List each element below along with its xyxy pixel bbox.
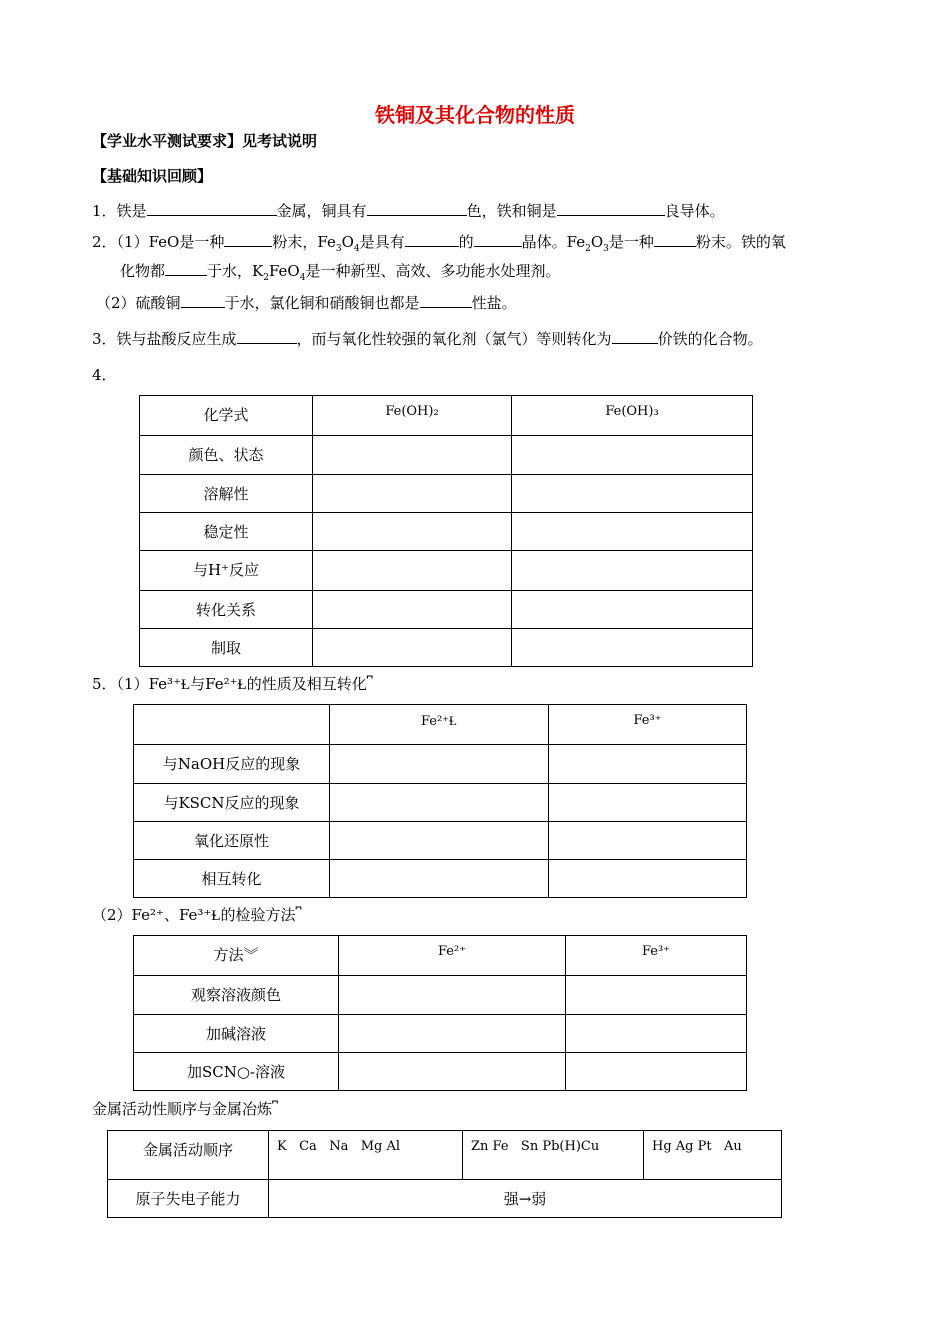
answer-cell[interactable] (330, 745, 549, 784)
page-title: 铁铜及其化合物的性质 (375, 103, 575, 127)
table-header (134, 705, 330, 745)
row-label: 与KSCN反应的现象 (134, 784, 330, 822)
answer-cell[interactable] (566, 1053, 747, 1091)
question-2-line-2 (120, 260, 560, 283)
table-row (134, 860, 747, 898)
answer-blank[interactable] (557, 201, 665, 216)
row-label: 加碱溶液 (134, 1015, 339, 1053)
q2-text-e: 粉末。铁的氧 (695, 233, 786, 251)
answer-cell[interactable] (313, 436, 512, 475)
q2-text-g5: 是一种新型、高效、多功能水处理剂。 (305, 262, 561, 280)
q1-text-c: 色，铁和铜是 (466, 202, 557, 220)
answer-cell[interactable] (339, 1053, 566, 1091)
activity-group: Hg Ag Pt Au (644, 1131, 782, 1180)
answer-cell[interactable] (313, 591, 512, 629)
table-fe-ions-properties (133, 704, 747, 898)
q2-text-a: 2．（1）FeO是一种 (92, 233, 225, 251)
answer-cell[interactable] (313, 513, 512, 551)
row-label: 颜色、状态 (140, 436, 313, 475)
row-label: 制取 (140, 629, 313, 667)
answer-blank[interactable] (654, 232, 696, 247)
answer-blank[interactable] (420, 293, 472, 308)
answer-blank[interactable] (181, 293, 225, 308)
question-6-label: 金属活动性顺序与金属冶炼⎴ (92, 1100, 279, 1118)
answer-cell[interactable] (566, 1015, 747, 1053)
answer-cell[interactable] (330, 822, 549, 860)
q2b-text-c: 性盐。 (471, 294, 517, 312)
row-label: 原子失电子能力 (108, 1180, 269, 1218)
q2-sub: 2 (585, 244, 591, 254)
table-header: Fe²⁺ (339, 936, 566, 976)
q1-text-d: 良导体。 (664, 202, 725, 220)
answer-cell[interactable] (512, 551, 753, 591)
q1-text-a: 1．铁是 (92, 202, 147, 220)
answer-cell[interactable] (313, 475, 512, 513)
q2-sub: 2 (263, 273, 269, 283)
row-label: 与NaOH反应的现象 (134, 745, 330, 784)
q2-text-g: 于水，K (207, 262, 264, 280)
table-row (140, 591, 753, 629)
answer-cell[interactable] (330, 860, 549, 898)
q2-text-g3: FeO (268, 262, 300, 280)
row-label: 与H⁺反应 (140, 551, 313, 591)
answer-cell[interactable] (339, 976, 566, 1015)
q2-sub: 4 (353, 244, 360, 254)
table-header: 方法︾ (134, 936, 339, 976)
q2-sub: 3 (335, 244, 342, 254)
answer-cell[interactable] (339, 1015, 566, 1053)
row-label: 氧化还原性 (134, 822, 330, 860)
question-4-label: 4． (92, 366, 117, 384)
answer-cell[interactable] (313, 551, 512, 591)
question-2-part-2 (96, 292, 517, 313)
q2-sub: 4 (299, 273, 306, 283)
q2-text-f: 化物都 (120, 262, 166, 280)
row-label: 转化关系 (140, 591, 313, 629)
answer-blank[interactable] (367, 201, 467, 216)
q3-text-b: ，而与氧化性较强的氧化剂（氯气）等则转化为 (296, 330, 612, 348)
table-row (140, 629, 753, 667)
question-3 (92, 328, 763, 349)
answer-cell[interactable] (549, 822, 747, 860)
answer-cell[interactable] (512, 591, 753, 629)
table-row (108, 1131, 782, 1180)
question-2-line-1 (92, 231, 786, 254)
answer-blank[interactable] (612, 329, 658, 344)
table-row (134, 705, 747, 745)
row-label: 溶解性 (140, 475, 313, 513)
q2-text-c: 的 (458, 233, 474, 251)
row-label: 观察溶液颜色 (134, 976, 339, 1015)
table-header: Fe³⁺ (566, 936, 747, 976)
q2-text-b: 粉末，Fe (272, 233, 336, 251)
row-label: 金属活动顺序 (108, 1131, 269, 1180)
answer-blank[interactable] (165, 261, 207, 276)
q2-text-b5: 是具有 (359, 233, 405, 251)
q2b-text-a: （2）硫酸铜 (96, 294, 181, 312)
answer-blank[interactable] (224, 232, 272, 247)
answer-blank[interactable] (237, 329, 297, 344)
answer-blank[interactable] (474, 232, 522, 247)
table-row (140, 436, 753, 475)
q2-text-d: 晶体。Fe (521, 233, 586, 251)
table-header: Fe(OH)₃ (512, 396, 753, 436)
answer-cell[interactable] (566, 976, 747, 1015)
electron-loss-trend: 强→弱 (269, 1180, 782, 1218)
activity-group: K Ca Na Mg Al (269, 1131, 463, 1180)
q3-text-c: 价铁的化合物。 (657, 330, 763, 348)
q2-text-b3: O (341, 233, 354, 251)
table-row (134, 976, 747, 1015)
activity-group: Zn Fe Sn Pb(H)Cu (463, 1131, 644, 1180)
section-heading-review: 【基础知识回顾】 (92, 167, 213, 185)
table-row (108, 1180, 782, 1218)
question-5-part-2-label: （2）Fe²⁺、Fe³⁺Ɫ的检验方法⎴ (92, 906, 302, 924)
table-fe-ions-test-methods (133, 935, 747, 1091)
answer-cell[interactable] (512, 629, 753, 667)
q3-text-a: 3．铁与盐酸反应生成 (92, 330, 237, 348)
question-1 (92, 200, 725, 221)
q2-text-d5: 是一种 (608, 233, 654, 251)
answer-cell[interactable] (512, 436, 753, 475)
table-header: Fe³⁺ (549, 705, 747, 745)
answer-cell[interactable] (512, 475, 753, 513)
table-row (140, 513, 753, 551)
row-label: 相互转化 (134, 860, 330, 898)
table-row (134, 784, 747, 822)
table-iron-hydroxides (139, 395, 753, 667)
table-row (140, 551, 753, 591)
q2-sub: 3 (603, 244, 609, 254)
answer-blank[interactable] (147, 201, 277, 216)
table-row (134, 822, 747, 860)
answer-cell[interactable] (313, 629, 512, 667)
table-header: Fe²⁺Ɫ (330, 705, 549, 745)
table-row (134, 745, 747, 784)
table-row (134, 1015, 747, 1053)
answer-cell[interactable] (549, 784, 747, 822)
answer-cell[interactable] (330, 784, 549, 822)
row-label: 加SCN○-溶液 (134, 1053, 339, 1091)
table-row (140, 396, 753, 436)
table-header: Fe(OH)₂ (313, 396, 512, 436)
q2-text-d3: O (590, 233, 604, 251)
table-metal-activity-series (107, 1130, 782, 1218)
table-row (140, 475, 753, 513)
table-row (134, 1053, 747, 1091)
table-header: 化学式 (140, 396, 313, 436)
row-label: 稳定性 (140, 513, 313, 551)
question-5-label: 5．（1）Fe³⁺Ɫ与Fe²⁺Ɫ的性质及相互转化⎴ (92, 675, 373, 693)
q2b-text-b: 于水，氯化铜和硝酸铜也都是 (224, 294, 420, 312)
table-row (134, 936, 747, 976)
section-heading-requirements: 【学业水平测试要求】见考试说明 (92, 132, 318, 150)
answer-cell[interactable] (549, 860, 747, 898)
answer-cell[interactable] (549, 745, 747, 784)
q1-text-b: 金属，铜具有 (276, 202, 367, 220)
answer-blank[interactable] (405, 232, 459, 247)
answer-cell[interactable] (512, 513, 753, 551)
